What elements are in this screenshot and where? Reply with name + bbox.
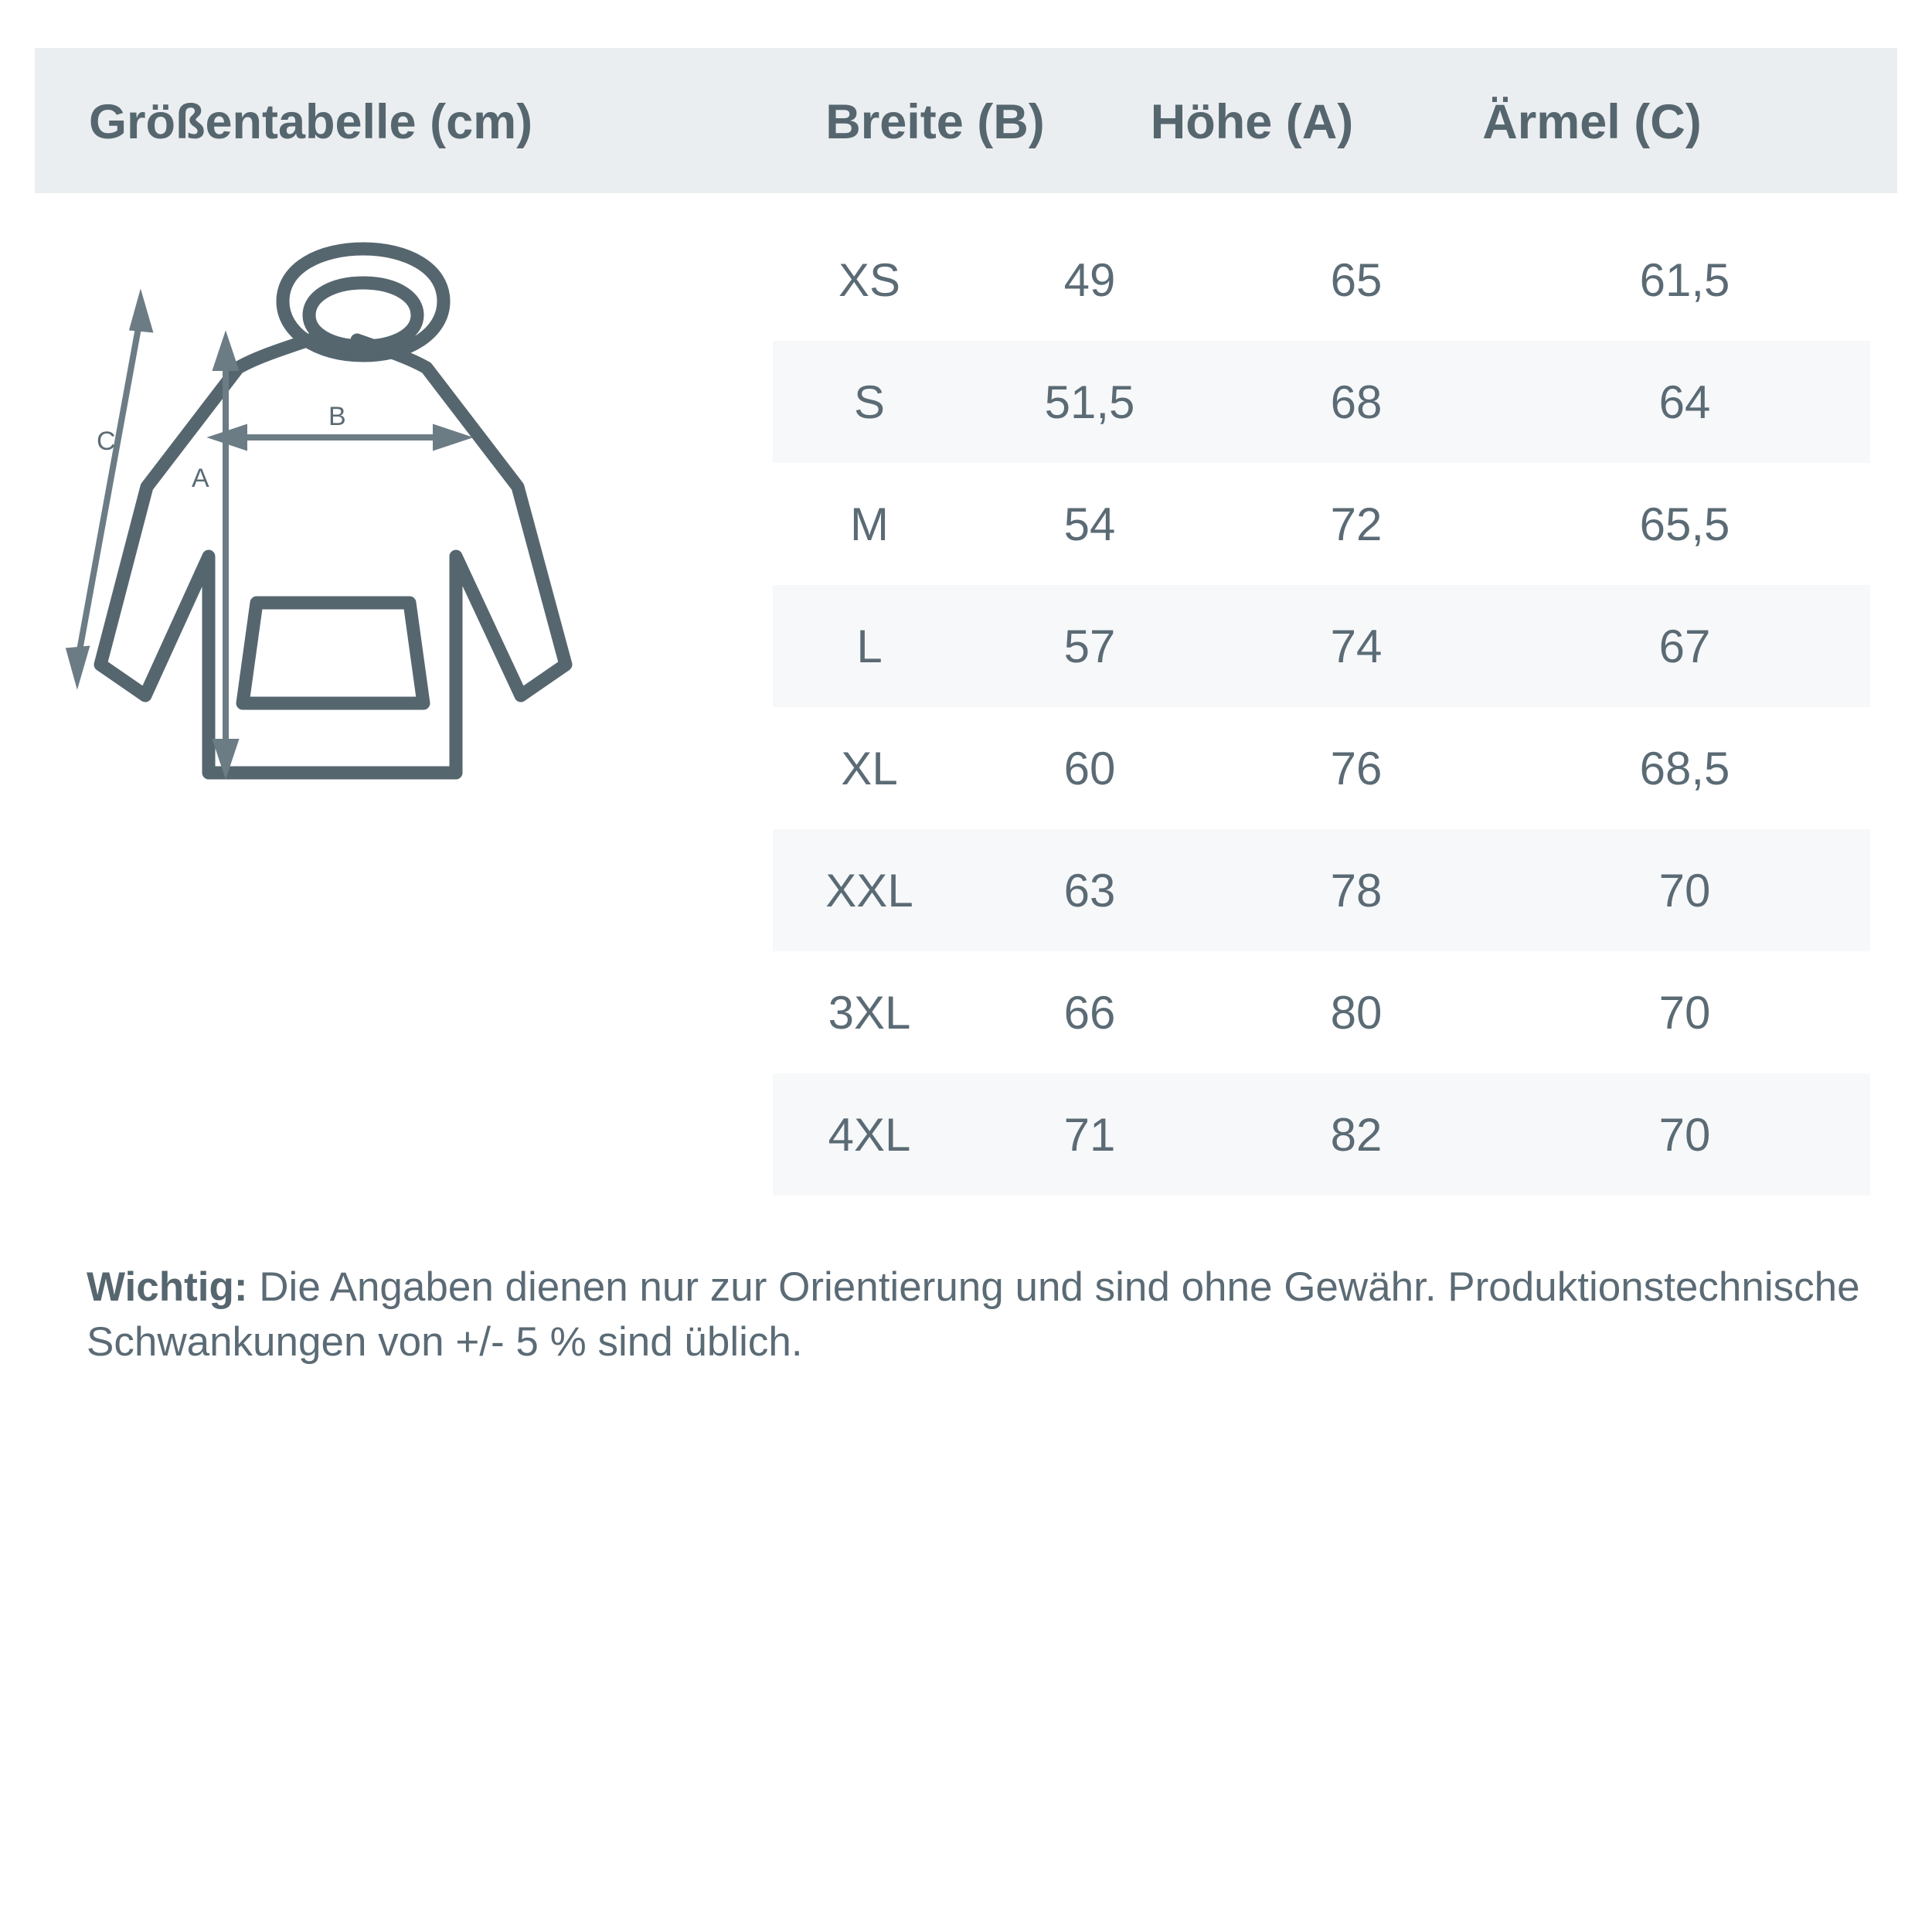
cell-size: L	[856, 620, 883, 672]
disclaimer-text: Die Angaben dienen nur zur Orientierung und sind ohne Gewähr. Produktionstechnische Schwankungen von +/- 5 % sind üblich.	[87, 1264, 1860, 1366]
cell-breite: 66	[1063, 986, 1116, 1039]
cell-hoehe: 78	[1330, 864, 1383, 917]
cell-size: XS	[838, 253, 901, 306]
cell-size: S	[853, 376, 886, 428]
column-header-hoehe: Höhe (A)	[1150, 95, 1354, 149]
table-row	[773, 829, 1870, 951]
cell-aermel: 68,5	[1639, 742, 1730, 794]
cell-breite: 63	[1063, 864, 1116, 917]
cell-hoehe: 82	[1330, 1108, 1383, 1161]
dimension-label-a: A	[192, 464, 209, 493]
cell-hoehe: 76	[1330, 742, 1383, 794]
table-row	[773, 1073, 1870, 1196]
table-row	[773, 219, 1870, 341]
table-row	[773, 707, 1870, 829]
cell-aermel: 64	[1658, 376, 1711, 428]
table-row	[773, 585, 1870, 707]
cell-size: XXL	[825, 864, 913, 917]
cell-aermel: 70	[1658, 986, 1711, 1039]
page-title: Größentabelle (cm)	[89, 95, 533, 149]
column-header-aermel: Ärmel (C)	[1482, 95, 1702, 149]
size-table	[773, 219, 1870, 1196]
cell-aermel: 67	[1658, 620, 1711, 672]
cell-aermel: 70	[1658, 1108, 1711, 1161]
table-row	[773, 951, 1870, 1073]
cell-hoehe: 74	[1330, 620, 1383, 672]
cell-breite: 51,5	[1044, 376, 1135, 428]
cell-breite: 54	[1063, 498, 1116, 550]
cell-aermel: 65,5	[1639, 498, 1730, 550]
cell-hoehe: 80	[1330, 986, 1383, 1039]
column-header-breite: Breite (B)	[825, 95, 1045, 149]
cell-hoehe: 72	[1330, 498, 1383, 550]
cell-breite: 49	[1063, 253, 1116, 306]
table-row	[773, 463, 1870, 585]
cell-aermel: 70	[1658, 864, 1711, 917]
cell-breite: 57	[1063, 620, 1116, 672]
cell-hoehe: 68	[1330, 376, 1383, 428]
cell-size: 3XL	[828, 986, 911, 1039]
cell-size: M	[850, 498, 889, 550]
cell-size: 4XL	[828, 1108, 911, 1161]
dimension-label-c: C	[97, 427, 116, 456]
cell-aermel: 61,5	[1639, 253, 1730, 306]
cell-breite: 60	[1063, 742, 1116, 794]
disclaimer-label: Wichtig:	[87, 1264, 248, 1310]
disclaimer-note	[87, 1260, 1864, 1369]
cell-size: XL	[841, 742, 898, 794]
column-headers	[773, 94, 1870, 150]
table-row	[773, 341, 1870, 463]
cell-breite: 71	[1063, 1108, 1116, 1161]
hoodie-measurement-diagram-icon	[54, 232, 773, 850]
dimension-label-b: B	[328, 402, 346, 431]
cell-hoehe: 65	[1330, 253, 1383, 306]
